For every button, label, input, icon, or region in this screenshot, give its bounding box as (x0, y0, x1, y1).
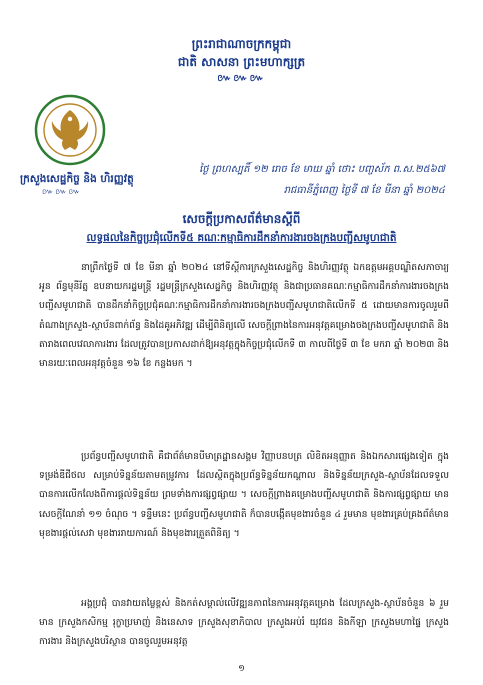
logo-eye (68, 117, 72, 121)
ministry-logo (33, 93, 107, 167)
ministry-name: ក្រសួងសេដ្ឋកិច្ច និង ហិរញ្ញវត្ថុ (20, 173, 134, 185)
page-number: ១ (238, 664, 245, 674)
logo-bird-icon (52, 110, 88, 150)
ministry-ornament: ៚៚៚ (42, 187, 82, 196)
document-subtitle: លទ្ធផលនៃកិច្ចប្រជុំលើកទី៥ គណៈកម្មាធិការដឹកនាំការងារចងក្រងបញ្ជីសមូហជាតិ (86, 232, 397, 244)
national-motto: ជាតិ សាសនា ព្រះមហាក្សត្រ (177, 55, 306, 69)
header-ornament: ៚៚៚ (217, 73, 266, 84)
solar-date: រាជធានីភ្នំពេញ ថ្ងៃទី ៧ ខែ មីនា ឆ្នាំ ២០២៤ (283, 185, 445, 196)
paragraph-3: អង្គប្រជុំ បានវាយតម្លៃខ្ពស់ និងកត់សម្គាល់លើវឌ្ឍនភាពនៃការអនុវត្តគម្រោង ដែលក្រសួង-ស្ថាប័នចំនួន ៦ រួមមាន ក្រសួងកសិកម្ម រុក្ខាប្រមាញ់ និងនេសាទ ក្រសួងសុខាភិបាល ក្រសួងអប់រំ យុវជន និងកីឡា ក្រសួងមហាផ្ទៃ ក្រសួងការងារ និងក្រសួងបរិស្ថាន បានចូលរួមអនុវត្ត (39, 598, 449, 648)
paragraph-1: នាព្រឹកថ្ងៃទី ៧ ខែ មីនា ឆ្នាំ ២០២៤ នៅទីស្តីការក្រសួងសេដ្ឋកិច្ច និងហិរញ្ញវត្ថុ ឯកឧត្តមអគ្គបណ្ឌិតសភាចារ្យ អូន ព័ន្ធមុនីរ័ត្ន ឧបនាយករដ្ឋមន្ត្រី រដ្ឋមន្ត្រីក្រសួងសេដ្ឋកិច្ច និងហិរញ្ញវត្ថុ និងជាប្រធានគណៈកម្មាធិការដឹកនាំការងារចងក្រងបញ្ជីសមូហជាតិ បានដឹកនាំកិច្ចប្រជុំគណៈកម្មាធិការដឹកនាំការងារចងក្រងបញ្ជីសមូហជាតិលើកទី ៥ ដោយមានការចូលរួមពីតំណាងក្រសួង-ស្ថាប័នពាក់ព័ន្ធ និងដៃគូអភិវឌ្ឍ ដើម្បីពិនិត្យលើ សេចក្តីព្រាងនៃការអនុវត្តគម្រោងចងក្រងបញ្ជីសមូហជាតិ និងតារាងពេលវេលាការងារ ដែលត្រូវបានប្រកាសដាក់ឱ្យអនុវត្តក្នុងកិច្ចប្រជុំលើកទី ៣ កាលពីថ្ងៃទី ៣ ខែ មករា ឆ្នាំ ២០២៣ និងមានរយៈពេលអនុវត្តចំនួន ១៦ ខែ កន្លងមក ។ (39, 262, 449, 370)
kingdom-heading: ព្រះរាជាណាចក្រកម្ពុជា (191, 37, 292, 51)
lunar-date: ថ្ងៃ ព្រហស្បតិ៍ ១២ រោច ខែ មាឃ ឆ្នាំ ថោះ បញ្ចស័ក ព.ស.២៥៦៧ (199, 164, 445, 175)
paragraph-2: ប្រព័ន្ធបញ្ជីសមូហជាតិ គឺជាព័ត៌មានបីមាត្រដ្ឋានសង្គម វិញ្ញាបនបត្រ លិខិតអនុញ្ញាត និងឯកសារផ្សេងទៀត ក្នុងទម្រង់ឌីជីថល សម្រាប់ទិន្នន័យតាមតម្រូវការ ដែលស្ថិតក្នុងប្រព័ន្ធទិន្នន័យកណ្តាល និងទិន្នន័យក្រសួង-ស្ថាប័នដែលទទួលបានការលើកលែងពីការផ្តល់ទិន្នន័យ ព្រមទាំងការផ្សព្វផ្សាយ ។ សេចក្តីព្រាងគម្រោងបញ្ជីសមូហជាតិ និងការផ្សព្វផ្សាយ មានសេចក្តីណែនាំ ១១ ចំណុច ។ ទន្ទឹមនេះ ប្រព័ន្ធបញ្ជីសមូហជាតិ ក៏បានបង្កើតមុខងារចំនួន ៤ រួមមាន មុខងារគ្រប់គ្រងព័ត៌មាន មុខងារផ្តល់សេវា មុខងាររាយការណ៍ និងមុខងារត្រួតពិនិត្យ ។ (39, 451, 449, 539)
document-title: សេចក្តីប្រកាសព័ត៌មានស្តីពី (182, 212, 301, 226)
